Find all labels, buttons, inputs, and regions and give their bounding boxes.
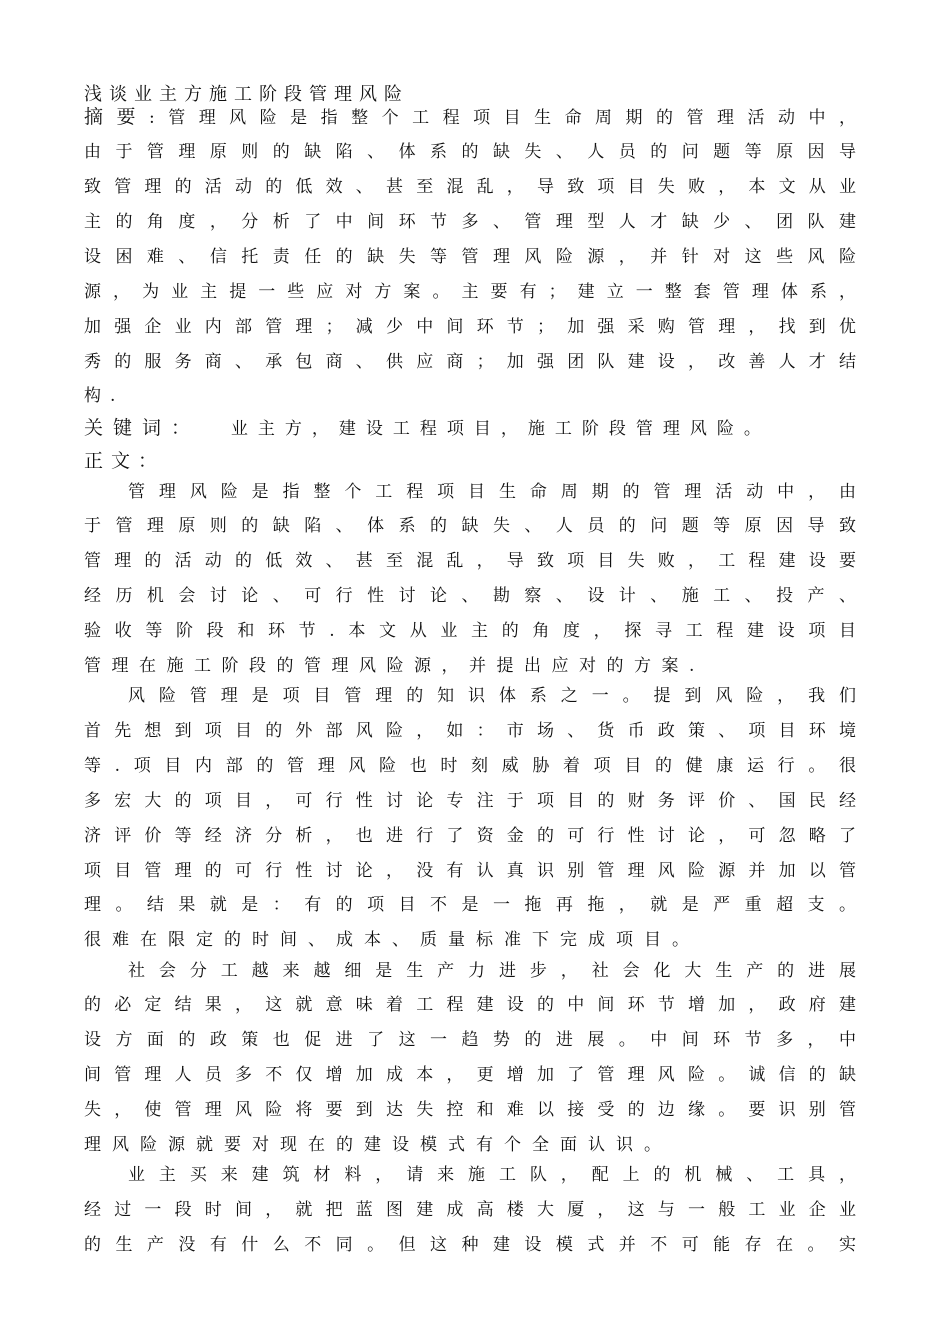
- p2-line-7: 理。结果就是：有的项目不是一拖再拖，就是严重超支。: [84, 895, 856, 915]
- abstract-line-1: [84, 102, 856, 132]
- abstract-line-7: 加强企业内部管理；减少中间环节；加强采购管理，找到优: [84, 317, 856, 337]
- p3-line-4: 间管理人员多不仅增加成本，更增加了管理风险。诚信的缺: [84, 1065, 856, 1085]
- p2-line-8: 很难在限定的时间、成本、质量标准下完成项目。: [84, 930, 700, 950]
- p2-line-1: 风险管理是项目管理的知识体系之一。提到风险，我们: [128, 686, 856, 706]
- p3-line-5: 失，使管理风险将要到达失控和难以接受的边缘。要识别管: [84, 1100, 856, 1120]
- p2-line-6: 项目管理的可行性讨论，没有认真识别管理风险源并加以管: [84, 861, 856, 881]
- p4-line-3: 的生产没有什么不同。但这种建设模式并不可能存在。实: [84, 1235, 856, 1255]
- abstract-line-8: 秀的服务商、承包商、供应商；加强团队建设，改善人才结: [84, 352, 856, 372]
- p1-line-3: 管理的活动的低效、甚至混乱，导致项目失败，工程建设要: [84, 551, 856, 571]
- abstract-line-9: 构.: [84, 386, 125, 406]
- keywords-line: [84, 413, 856, 443]
- p1-line-4: 经历机会讨论、可行性讨论、勘察、设计、施工、投产、: [84, 586, 856, 606]
- p2-line-4: 多宏大的项目，可行性讨论专注于项目的财务评价、国民经: [84, 791, 856, 811]
- p3-line-6: 理风险源就要对现在的建设模式有个全面认识。: [84, 1135, 672, 1155]
- keywords-text: 业主方，建设工程项目，施工阶段管理风险。: [230, 419, 771, 439]
- p1-line-1: 管理风险是指整个工程项目生命周期的管理活动中，由: [128, 482, 856, 502]
- p2-line-3: 等.项目内部的管理风险也时刻威胁着项目的健康运行。很: [84, 756, 856, 776]
- abstract-text-1: :管理风险是指整个工程项目生命周期的管理活动中，: [148, 108, 856, 128]
- abstract-line-6: 源，为业主提一些应对方案。主要有；建立一整套管理体系，: [84, 282, 856, 302]
- p3-line-2: 的必定结果，这就意味着工程建设的中间环节增加，政府建: [84, 995, 856, 1015]
- abstract-line-4: 主的角度，分析了中间环节多、管理型人才缺少、团队建: [84, 212, 856, 232]
- body-label: 正文：: [84, 450, 166, 472]
- p4-line-1: 业主买来建筑材料，请来施工队，配上的机械、工具，: [128, 1165, 856, 1185]
- p2-line-5: 济评价等经济分析，也进行了资金的可行性讨论，可忽略了: [84, 826, 856, 846]
- p1-line-5: 验收等阶段和环节.本文从业主的角度，探寻工程建设项目: [84, 621, 856, 641]
- p1-line-6: 管理在施工阶段的管理风险源，并提出应对的方案.: [84, 656, 705, 676]
- p3-line-3: 设方面的政策也促进了这一趋势的进展。中间环节多，中: [84, 1030, 856, 1050]
- p3-line-1: 社会分工越来越细是生产力进步，社会化大生产的进展: [128, 961, 856, 981]
- abstract-line-2: 由于管理原则的缺陷、体系的缺失、人员的问题等原因导: [84, 142, 856, 162]
- keywords-label: 关键词：: [84, 417, 201, 439]
- abstract-line-3: 致管理的活动的低效、甚至混乱，导致项目失败，本文从业: [84, 177, 856, 197]
- p4-line-2: 经过一段时间，就把蓝图建成高楼大厦，这与一般工业企业: [84, 1200, 856, 1220]
- document-title: 浅谈业主方施工阶段管理风险: [84, 84, 409, 105]
- p1-line-2: 于管理原则的缺陷、体系的缺失、人员的问题等原因导致: [84, 516, 856, 536]
- abstract-label: 摘要: [84, 106, 149, 128]
- abstract-line-5: 设困难、信托责任的缺失等管理风险源，并针对这些风险: [84, 247, 856, 267]
- p2-line-2: 首先想到项目的外部风险，如：市场、货币政策、项目环境: [84, 721, 856, 741]
